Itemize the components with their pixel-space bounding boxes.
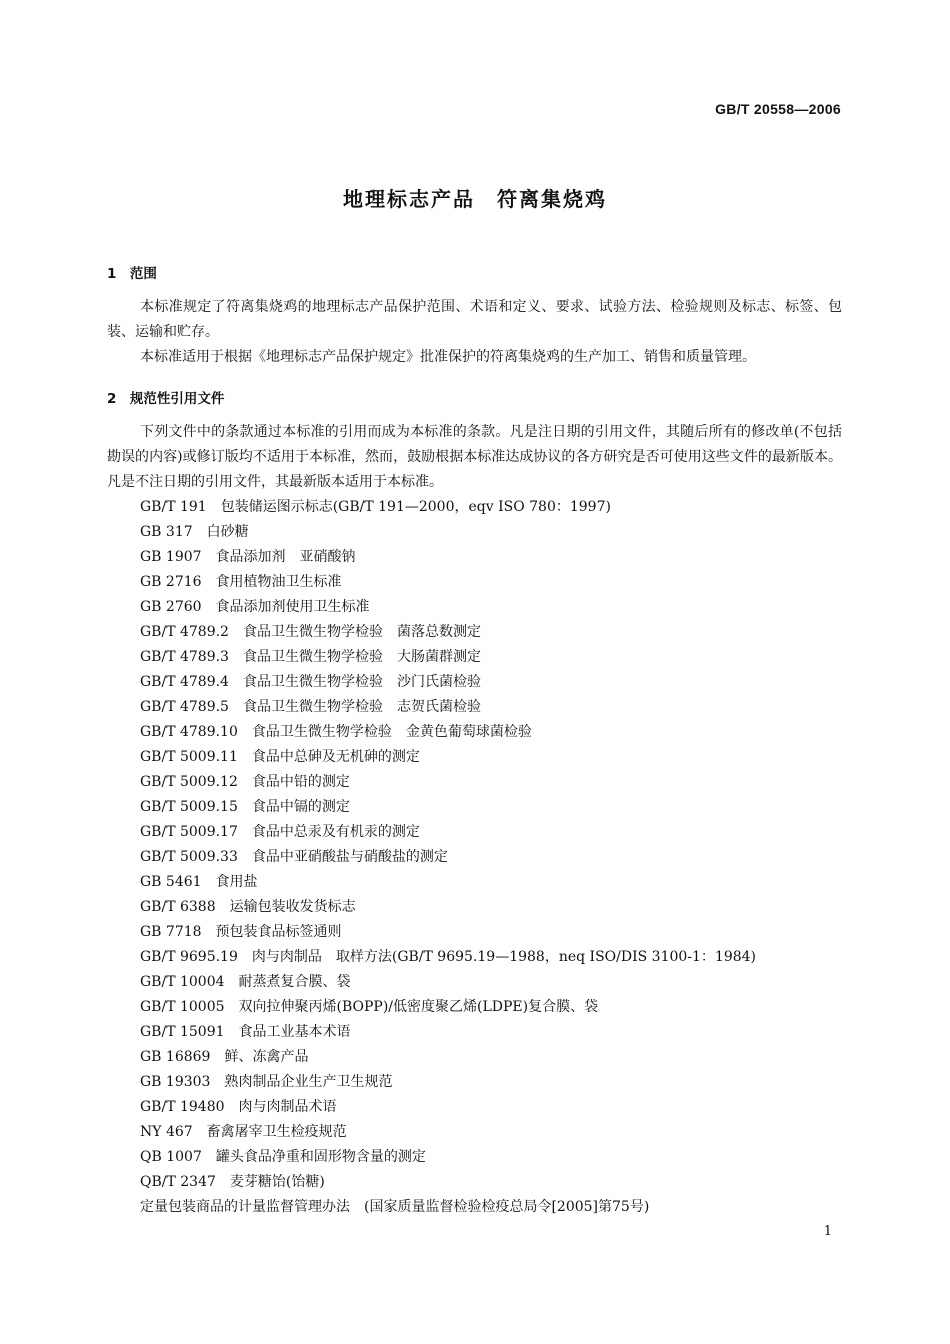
scope-paragraph-1: 本标准规定了符离集烧鸡的地理标志产品保护范围、术语和定义、要求、试验方法、检验规则及标志、标签、包装、运输和贮存。 [107,299,842,340]
list-item: GB/T 4789.3 食品卫生微生物学检验 大肠菌群测定 [140,649,481,665]
section-heading-normative-references: 2 规范性引用文件 [107,391,225,407]
list-item: GB 317 白砂糖 [140,524,249,540]
list-item: GB/T 4789.4 食品卫生微生物学检验 沙门氏菌检验 [140,674,481,690]
list-item: GB/T 4789.5 食品卫生微生物学检验 志贺氏菌检验 [140,699,481,715]
list-item: GB/T 15091 食品工业基本术语 [140,1024,351,1040]
list-item: GB/T 5009.12 食品中铅的测定 [140,774,350,790]
list-item: GB 2760 食品添加剂使用卫生标准 [140,599,370,615]
section-heading-scope: 1 范围 [107,266,157,282]
list-item: GB 1907 食品添加剂 亚硝酸钠 [140,549,356,565]
list-item: GB/T 5009.15 食品中镉的测定 [140,799,350,815]
scope-paragraph-2: 本标准适用于根据《地理标志产品保护规定》批准保护的符离集烧鸡的生产加工、销售和质量管理。 [140,349,756,365]
list-item: GB/T 9695.19 肉与肉制品 取样方法(GB/T 9695.19—1988，neq ISO/DIS 3100-1：1984) [140,949,757,965]
standard-code: GB/T 20558—2006 [715,101,841,117]
page-number: 1 [823,1224,832,1239]
document-title: 地理标志产品 符离集烧鸡 [343,187,607,211]
list-item: GB/T 4789.2 食品卫生微生物学检验 菌落总数测定 [140,624,481,640]
list-item: GB 2716 食用植物油卫生标准 [140,574,342,590]
list-item: GB/T 191 包装储运图示标志(GB/T 191—2000，eqv ISO 780：1997) [140,499,611,515]
list-item: GB/T 5009.17 食品中总汞及有机汞的测定 [140,824,420,840]
list-item: NY 467 畜禽屠宰卫生检疫规范 [140,1124,347,1140]
list-item: GB 7718 预包装食品标签通则 [140,924,342,940]
list-item: GB/T 10005 双向拉伸聚丙烯(BOPP)/低密度聚乙烯(LDPE)复合膜、袋 [140,999,599,1015]
list-item: GB/T 5009.11 食品中总砷及无机砷的测定 [140,749,420,765]
list-item: GB/T 6388 运输包装收发货标志 [140,899,356,915]
list-item: GB/T 5009.33 食品中亚硝酸盐与硝酸盐的测定 [140,849,448,865]
list-item: GB/T 10004 耐蒸煮复合膜、袋 [140,974,351,990]
list-item: QB/T 2347 麦芽糖饴(饴糖) [140,1174,325,1190]
reference-list [140,495,756,1220]
references-intro-paragraph: 下列文件中的条款通过本标准的引用而成为本标准的条款。凡是注日期的引用文件，其随后所有的修改单(不包括勘误的内容)或修订版均不适用于本标准，然而，鼓励根据本标准达成协议的各方研究是否可使用这些文件的最新版本。凡是不注日期的引用文件，其最新版本适用于本标准。 [107,424,842,490]
list-item: QB 1007 罐头食品净重和固形物含量的测定 [140,1149,426,1165]
list-item: 定量包装商品的计量监督管理办法 (国家质量监督检验检疫总局令[2005]第75号) [140,1199,650,1215]
list-item: GB 19303 熟肉制品企业生产卫生规范 [140,1074,393,1090]
list-item: GB 16869 鲜、冻禽产品 [140,1049,309,1065]
list-item: GB 5461 食用盐 [140,874,258,890]
list-item: GB/T 19480 肉与肉制品术语 [140,1099,337,1115]
list-item: GB/T 4789.10 食品卫生微生物学检验 金黄色葡萄球菌检验 [140,724,532,740]
